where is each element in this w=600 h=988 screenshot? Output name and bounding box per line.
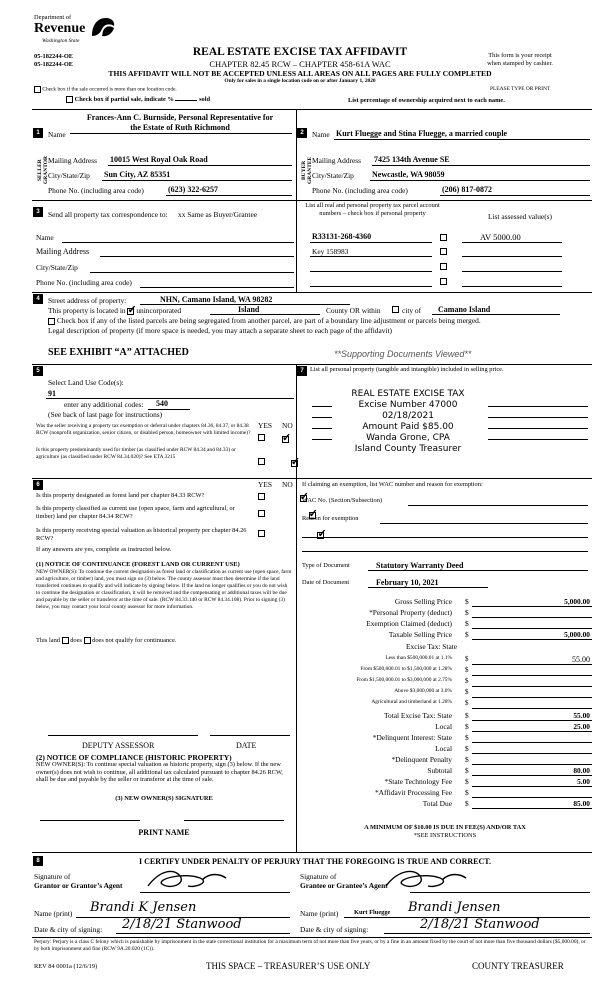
- s5-question-1: Was the seller receiving a property tax exemption or deferral under chapters 84.36, 84.37, or 84.38 RCW (nonprofit organization, senior citizen, or disabled person, homeowner with limited income)?: [36, 423, 251, 436]
- parcel-1[interactable]: R33131-268-4360: [312, 232, 372, 241]
- exhibit-a: SEE EXHIBIT “A” ATTACHED: [48, 347, 189, 358]
- see-instructions: *SEE INSTRUCTIONS: [413, 832, 477, 839]
- doc-type-label: Type of Document: [302, 562, 350, 569]
- buyer-city-label: City/State/Zip: [312, 171, 354, 180]
- seller-name-label: Name: [48, 130, 66, 139]
- print-name-label: PRINT NAME: [138, 828, 190, 837]
- s6-yes-label: YES: [258, 480, 272, 489]
- calc-exemption: Exemption Claimed (deduct) $: [300, 619, 592, 630]
- tier-4: Above $3,000,000 at 3.0% $: [300, 688, 592, 699]
- dept-line3: Washington State: [42, 38, 80, 44]
- delinquent-interest-local: Local $: [300, 744, 592, 755]
- grantor-sig-label-2: Grantor or Grantor’s Agent: [34, 881, 123, 890]
- buyer-phone-label: Phone No. (including area code): [312, 186, 408, 195]
- s6-if-yes: If any answers are yes, complete as instructed below.: [36, 546, 172, 553]
- new-owner-signature-label: (3) NEW OWNER(S) SIGNATURE: [115, 795, 213, 802]
- excise-state-label: Excise Tax: State: [406, 642, 458, 651]
- buyer-mailing[interactable]: 7425 134th Avenue SE: [374, 155, 450, 164]
- supporting-docs: **Supporting Documents Viewed**: [334, 349, 472, 359]
- dor-logo: [34, 14, 134, 48]
- parcel-4-personal-checkbox[interactable]: [440, 278, 447, 285]
- treasurer-use-only: THIS SPACE – TREASURER’S USE ONLY: [206, 961, 371, 971]
- affidavit-fee: *Affidavit Processing Fee $: [300, 788, 592, 799]
- stamp-line-5: Wanda Grone, CPA: [366, 433, 450, 443]
- segregated-checkbox[interactable]: [48, 318, 55, 325]
- land-does-not-label: does not qualify for continuance.: [92, 637, 177, 644]
- this-land-label: This land: [36, 637, 60, 644]
- partial-percent-field[interactable]: [175, 100, 197, 101]
- section-5-badge: 5: [33, 366, 43, 376]
- s5-q2-yes[interactable]: [258, 458, 265, 465]
- buyer-city[interactable]: Newcastle, WA 98059: [372, 170, 445, 179]
- calc-taxable: Taxable Selling Price $ 5,000.00: [388, 630, 590, 639]
- receipt-note-2: when stamped by cashier.: [487, 60, 553, 67]
- section-4-badge: 4: [33, 294, 43, 304]
- total-local: Local $ 25.00: [435, 722, 590, 731]
- land-use-label: Select Land Use Code(s):: [48, 378, 124, 387]
- seller-side-label: SELLER GRANTOR: [37, 156, 49, 185]
- correspondence-label: Send all property tax correspondence to:: [48, 210, 168, 219]
- partial-sale-checkbox[interactable]: [66, 96, 73, 103]
- date-label: DATE: [236, 741, 257, 750]
- legal-label: Legal description of property (if more space is needed, you may attach a separate sheet to each page of the affidavit): [48, 326, 392, 335]
- section-2-badge: 2: [297, 128, 307, 138]
- form-chapter: CHAPTER 82.45 RCW – CHAPTER 458-61A WAC: [209, 59, 391, 69]
- minimum-fee-note: A MINIMUM OF $10.00 IS DUE IN FEE(S) AND/OR TAX: [364, 824, 526, 831]
- parcel-header: List all real and personal property tax parcel account numbers – check box if personal property: [305, 202, 440, 217]
- s6-question-2: Is this property classified as current use (open space, farm and agricultural, or timber) land per chapter 84.34 RCW?: [36, 505, 235, 520]
- seller-name-2: the Estate of Ruth Richmond: [130, 123, 230, 132]
- sales-note: Only for sales in a single location code on or after January 1, 2020: [224, 78, 376, 84]
- parcel-2[interactable]: Key 158983: [312, 247, 349, 256]
- partial-sale-label: Check box if partial sale, indicate %: [74, 96, 174, 103]
- notice-1-body: NEW OWNER(S): To continue the current designation as forest land or classification as current use (open space, farm and agriculture, or timber) land, you must sign on (3) below. The county assessor must then determine if the land transferred continues to qualify and will indicate by signing below. If the land no longer qualifies or you do not wish to continue the designation or classification, it will be removed and the compensating or additional taxes will be due and payable by the seller or transferor at the time of sale. (RCW 84.33.140 or RCW 84.34.108). Prior to signing (3) below, you may contact your local county assessor for more information.: [36, 569, 292, 611]
- grantor-date-label: Date & city of signing:: [34, 925, 103, 934]
- grantor-date-city[interactable]: 2/18/21 Stanwood: [122, 917, 242, 932]
- county-value[interactable]: Island: [238, 305, 260, 314]
- s6-no-label: NO: [282, 480, 293, 489]
- grantor-name-print[interactable]: Brandi K Jensen: [90, 900, 197, 915]
- stamp-line-4: Amount Paid $85.00: [362, 422, 454, 432]
- wac-claim-label: If claiming an exemption, list WAC number and reason for exemption:: [302, 481, 483, 488]
- s6-q2-yes[interactable]: [258, 510, 265, 517]
- taxable-amount[interactable]: 5,000.00: [564, 630, 590, 639]
- assessed-1[interactable]: AV 5000.00: [480, 232, 521, 242]
- seller-city[interactable]: Sun City, AZ 85351: [104, 170, 171, 179]
- land-use-code[interactable]: 91: [48, 389, 56, 398]
- multi-location-checkbox[interactable]: [34, 86, 41, 93]
- land-does-not-checkbox[interactable]: [84, 637, 91, 644]
- additional-codes-label: enter any additional codes:: [64, 400, 144, 409]
- please-type: PLEASE TYPE OR PRINT: [490, 86, 551, 92]
- buyer-name[interactable]: Kurt Fluegge and Stina Fluegge, a married couple: [336, 129, 508, 138]
- subtotal: Subtotal $ 80.00: [427, 766, 590, 775]
- doc-date[interactable]: February 10, 2021: [376, 578, 439, 587]
- multi-location-label: Check box if the sale occurred is more than one location code.: [42, 86, 177, 93]
- land-does-checkbox[interactable]: [62, 637, 69, 644]
- seller-phone[interactable]: (623) 322-6257: [168, 185, 218, 194]
- tier-3: From $1,500,000.01 to $3,000,000 at 2.75% $: [300, 677, 592, 688]
- s3-city-label: City/State/Zip: [36, 263, 78, 272]
- located-row: [48, 306, 181, 315]
- located-text: This property is located in: [48, 306, 126, 315]
- certify-statement: I CERTIFY UNDER PENALTY OF PERJURY THAT THE FOREGOING IS TRUE AND CORRECT.: [138, 857, 491, 866]
- grantor-name-print-label: Name (print): [34, 909, 73, 918]
- s5-yes-label: YES: [258, 421, 272, 430]
- ownership-note: List percentage of ownership acquired next to each name.: [348, 97, 505, 104]
- street-label: Street address of property:: [48, 296, 127, 305]
- form-id-1: 05-182244-OE: [34, 53, 74, 60]
- unincorporated-label: unincorporated: [136, 306, 182, 315]
- calc-personal: *Personal Property (deduct) $: [300, 608, 592, 619]
- assessed-header: List assessed value(s): [487, 212, 553, 221]
- tier-1: Less than $500,000.01 at 1.1% $ 55.00: [385, 655, 590, 664]
- grantee-name-signed[interactable]: Brandi Jensen: [408, 900, 501, 915]
- s3-phone-label: Phone No. (including area code): [36, 278, 132, 287]
- dept-line1: Department of: [34, 14, 72, 21]
- total-due: Total Due $ 85.00: [422, 799, 590, 808]
- s5-q1-yes[interactable]: [258, 434, 265, 441]
- section-1-badge: 1: [33, 128, 43, 138]
- same-as-buyer[interactable]: xx Same as Buyer/Grantee: [178, 210, 258, 219]
- tier-1-amount[interactable]: 55.00: [572, 655, 590, 664]
- perjury-notice: Perjury: Perjury is a class C felony which is punishable by imprisonment in the state correctional institution for a maximum term of not more than five years, or by a fine in an amount fixed by the court of not more than five thousand dollars ($5,000.00), or by both imprisonment and fine (RCW 9A.20.020 (1C)).: [34, 939, 586, 952]
- city-of-checkbox[interactable]: [392, 306, 399, 313]
- dept-line2: Revenue: [34, 21, 86, 36]
- doc-date-label: Date of Document: [302, 579, 350, 586]
- parcel-3-personal-checkbox[interactable]: [440, 263, 447, 270]
- receipt-note-1: This form is your receipt: [488, 52, 552, 59]
- total-state: Total Excise Tax: State $ 55.00: [384, 711, 590, 720]
- seller-mailing[interactable]: 10015 West Royal Oak Road: [110, 155, 208, 164]
- land-does-label: does: [70, 637, 82, 644]
- tier-5: Agricultural and timberland at 1.28% $: [300, 699, 592, 710]
- s6-question-3: Is this property receiving special valuation as historical property per chapter 84.26 RCW?: [36, 527, 247, 542]
- segregated-label: Check box if any of the listed parcels are being segregated from another parcel, are part of a boundary line adjustment or parcels being merged.: [56, 316, 481, 325]
- seller-mailing-label: Mailing Address: [48, 156, 98, 165]
- calc-gross: Gross Selling Price $ 5,000.00: [394, 597, 590, 606]
- revision-code: REV 84 0001a (12/6/19): [34, 963, 98, 970]
- partial-sale-row: [66, 96, 210, 103]
- washington-logo-icon: [90, 16, 116, 38]
- technology-fee: *State Technology Fee $ 5.00: [384, 777, 590, 786]
- seller-phone-label: Phone No. (including area code): [48, 186, 144, 195]
- s6-q3-yes[interactable]: [258, 530, 265, 537]
- s3-name-label: Name: [36, 233, 54, 242]
- city-of-label: city of: [402, 306, 422, 315]
- seller-city-label: City/State/Zip: [48, 171, 90, 180]
- grantor-signature[interactable]: [140, 866, 230, 892]
- this-land-row: [36, 637, 176, 644]
- buyer-name-label: Name: [312, 130, 330, 139]
- additional-codes[interactable]: 540: [156, 399, 168, 408]
- multi-location-row: [34, 86, 177, 93]
- buyer-phone[interactable]: (206) 817-0872: [442, 185, 492, 194]
- delinquent-interest-state: *Delinquent Interest: State $: [300, 733, 592, 744]
- deputy-assessor-label: DEPUTY ASSESSOR: [82, 741, 155, 750]
- reason-label: Reason for exemption: [302, 515, 359, 522]
- city-value[interactable]: Camano Island: [438, 305, 491, 314]
- grantee-date-label: Date & city of signing:: [300, 925, 369, 934]
- form-warning: THIS AFFIDAVIT WILL NOT BE ACCEPTED UNLESS ALL AREAS ON ALL PAGES ARE FULLY COMPLETED: [108, 69, 492, 78]
- parcel-2-personal-checkbox[interactable]: [440, 248, 447, 255]
- segregated-row: [48, 316, 481, 325]
- frame-top: [32, 109, 592, 110]
- wac-no-label: WAC No. (Section/Subsection): [302, 497, 383, 504]
- s5-q1-no[interactable]: [282, 436, 289, 443]
- gross-amount[interactable]: 5,000.00: [564, 597, 590, 606]
- county-label: County OR within: [326, 306, 381, 315]
- street-address[interactable]: NHN, Camano Island, WA 98282: [160, 295, 273, 304]
- grantee-name-print-label: Name (print): [300, 909, 339, 918]
- s5-no-label: NO: [282, 421, 293, 430]
- stamp-line-1: REAL ESTATE EXCISE TAX: [351, 389, 465, 399]
- form-title: REAL ESTATE EXCISE TAX AFFIDAVIT: [192, 46, 408, 58]
- personal-property-label: List all personal property (tangible and intangible) included in selling price.: [310, 366, 504, 373]
- stamp-line-3: 02/18/2021: [382, 411, 434, 421]
- grantee-sig-label-2: Grantee or Grantee’s Agent: [300, 881, 388, 890]
- notice-1-title: (1) NOTICE OF CONTINUANCE (FOREST LAND OR CURRENT USE): [36, 561, 240, 568]
- stamp-line-2: Excise Number 47000: [358, 400, 458, 410]
- section-6-badge: 6: [33, 480, 43, 490]
- s6-question-1: Is this property designated as forest land per chapter 84.33 RCW?: [36, 492, 205, 499]
- county-treasurer-label: COUNTY TREASURER: [472, 961, 564, 971]
- section-8-badge: 8: [33, 856, 43, 866]
- buyer-side-label: BUYER GRANTEE: [301, 156, 313, 184]
- delinquent-penalty: *Delinquent Penalty $: [300, 755, 592, 766]
- unincorporated-checkbox[interactable]: [127, 308, 134, 315]
- notice-2-title: (2) NOTICE OF COMPLIANCE (HISTORIC PROPERTY): [36, 753, 232, 762]
- section-7-badge: 7: [297, 366, 307, 376]
- stamp-line-6: Island County Treasurer: [354, 444, 462, 454]
- treasurer-stamp: [308, 386, 588, 466]
- grantee-sig-label-1: Signature of: [300, 872, 337, 881]
- parcel-1-personal-checkbox[interactable]: [440, 234, 447, 241]
- buyer-mailing-label: Mailing Address: [312, 156, 362, 165]
- doc-type[interactable]: Statutory Warranty Deed: [376, 561, 464, 570]
- notice-2-body: NEW OWNER(S): To continue special valuation as historic property, sign (3) below. If the new owner(s) does not wish to continue, all additional tax calculated pursuant to chapter 84.26 RCW, shall be due and payable by the seller or transferor at the time of sale.: [36, 761, 283, 783]
- form-id-2: 05-182244-OE: [34, 61, 74, 68]
- grantee-name-typed[interactable]: Kurt Fluegge: [354, 909, 391, 916]
- see-back: (See back of last page for instructions): [48, 410, 163, 419]
- s3-mailing-label: Mailing Address: [36, 247, 90, 256]
- grantor-sig-label-1: Signature of: [34, 872, 71, 881]
- s6-q1-yes[interactable]: [258, 493, 265, 500]
- grantee-signature[interactable]: [380, 866, 470, 892]
- partial-sold-label: sold: [199, 96, 211, 103]
- grantee-date-city[interactable]: 2/18/21 Stanwood: [420, 917, 540, 932]
- section-3-badge: 3: [33, 207, 43, 217]
- seller-name-1: Frances-Ann C. Burnside, Personal Representative for: [86, 113, 274, 122]
- s5-question-2: Is this property predominantly used for timber (as classified under RCW 84.34 and 84.33) or agriculture (as classified under RCW 84.34.020)? See ETA 3215: [36, 447, 236, 460]
- tier-2: From $500,000.01 to $1,500,000 at 1.28% $: [300, 666, 592, 677]
